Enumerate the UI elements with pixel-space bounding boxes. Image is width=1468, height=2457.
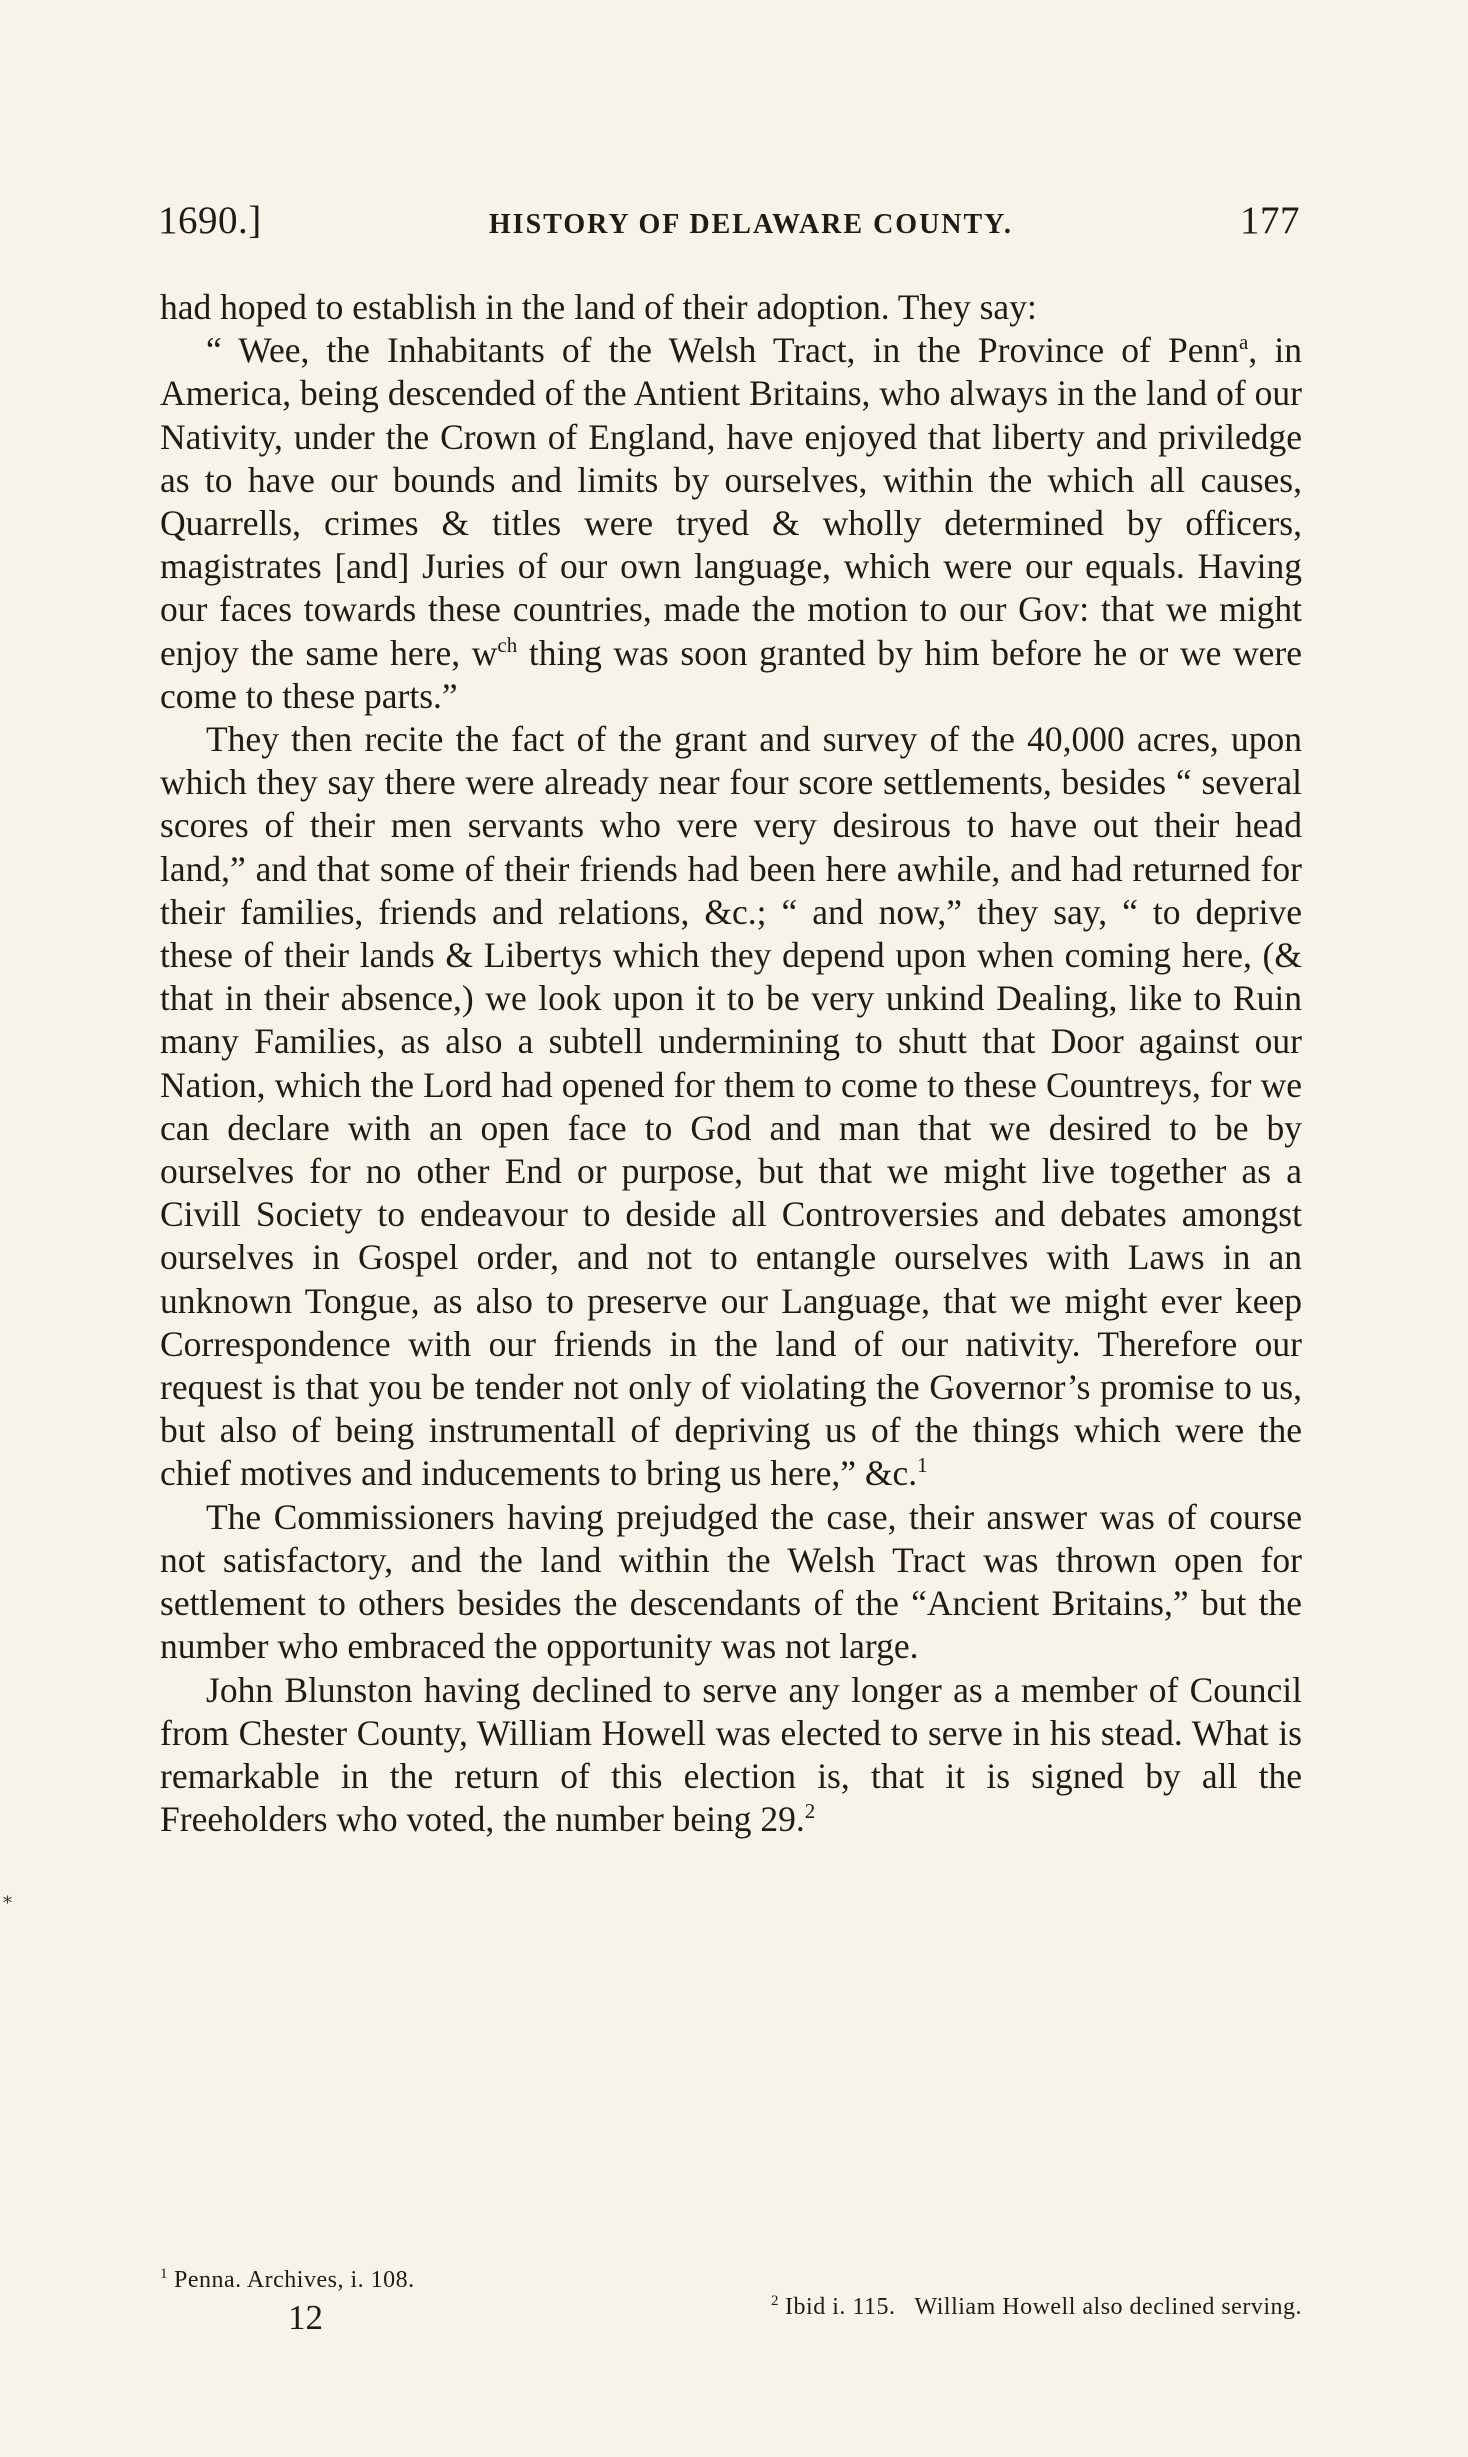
paragraph-text-after: thing was soon granted by him before he or we were come to these parts.” (160, 632, 1303, 716)
superscript-a: a (1239, 330, 1249, 355)
superscript-ch: ch (497, 632, 518, 657)
paragraph-text: had hoped to establish in the land of their adoption. They say: (160, 287, 1037, 327)
paragraph-1 (160, 286, 1302, 329)
paragraph-text: They then recite the fact of the grant and survey of the 40,000 acres, upon which they say there were already near four score settlements, besides “ several scores of their men servants who vere very desirous to have out their head land,” and that some of their friends had been here awhile, and had returned for their families, friends and relations, &c.; “ and now,” they say, “ to deprive these of their lands & Libertys which they depend upon when coming here, (& that in their absence,) we look upon it to be very unkind Dealing, like to Ruin many Families, as also a subtell undermining to shutt that Door against our Nation, which the Lord had opened for them to come to these Countreys, for we can declare with an open face to God and man that we desired to be by ourselves for no other End or purpose, but that we might live together as a Civill Society to endeavour to deside all Controversies and debates amongst ourselves in Gospel order, and not to entangle ourselves with Laws in an unknown Tongue, as also to preserve our Language, that we might ever keep Correspondence with our friends in the land of our nativity. Therefore our request is that you be tender not only of violating the Governor’s promise to us, but also of being instrumentall of depriving us of the things which were the chief motives and inducements to bring us here,” &c. (160, 719, 1302, 1494)
footnotes (160, 2266, 1302, 2348)
paragraph-text: John Blunston having declined to serve any longer as a member of Council from Chester County, William Howell was elected to serve in his stead. What is remarkable in the return of this election is, that it is signed by all the Freeholders who voted, the number being 29. (160, 1669, 1302, 1840)
page-number: 177 (1240, 199, 1300, 242)
header-year: 1690.] (158, 199, 262, 242)
paragraph-text: The Commissioners having prejudged the case, their answer was of course not satisfactory, and the land within the Welsh Tract was thrown open for settlement to others besides the descendants of the “Ancient Britains,” but the number who embraced the opportunity was not large. (160, 1496, 1302, 1667)
footnote-ref-1[interactable]: 1 (917, 1453, 928, 1478)
paragraph-4 (160, 1496, 1302, 1669)
footnote-text: Ibid i. 115. William Howell also declined serving. (785, 2294, 1302, 2320)
footnote-ref-2[interactable]: 2 (804, 1799, 816, 1824)
margin-mark: * (3, 1893, 12, 1914)
footnote-number: 1 (160, 2266, 168, 2282)
paragraph-2 (160, 329, 1302, 718)
footnote-text: Penna. Archives, i. 108. (174, 2267, 415, 2293)
paragraph-text-before: “ Wee, the Inhabitants of the Welsh Tract, in the Province of Penn (206, 330, 1240, 371)
header-title: HISTORY OF DELAWARE COUNTY. (488, 209, 1013, 240)
paragraph-5 (160, 1669, 1302, 1842)
footnote-2 (732, 2266, 1302, 2348)
paragraph-text-mid: , in America, being descended of the Antient Britains, who always in the land of our Nativity, under the Crown of England, have enjoyed that liberty and priviledge as to have our bounds and limits by ourselves, within the which all causes, Quarrells, crimes & titles were tryed & wholly determined by officers, magistrates [and] Juries of our own language, which were our equals. Having our faces towards these countries, made the motion to our Gov: that we might enjoy the same here, w (160, 330, 1302, 673)
signature-mark: 12 (288, 2298, 323, 2337)
footnote-number: 2 (771, 2293, 780, 2309)
body-text (160, 286, 1302, 1841)
running-head (158, 198, 1300, 252)
paragraph-3 (160, 718, 1302, 1496)
